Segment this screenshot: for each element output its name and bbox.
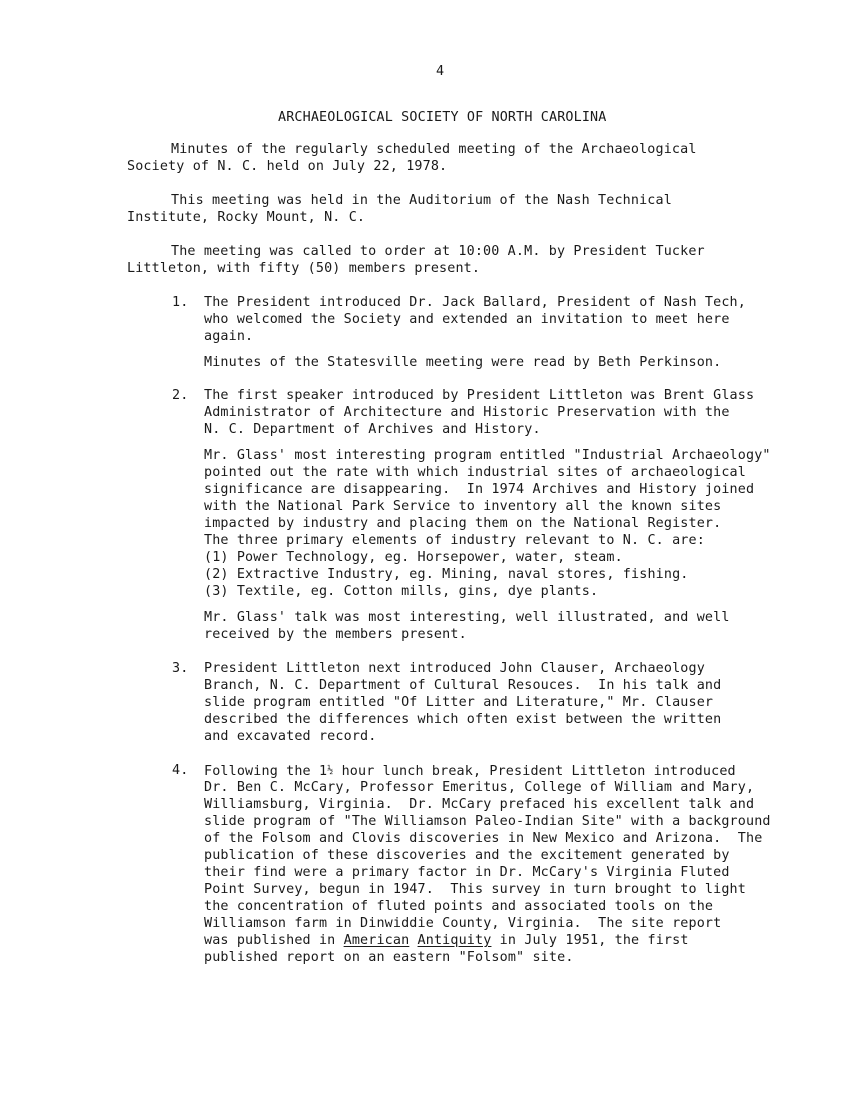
item-line: Williamsburg, Virginia. Dr. McCary prefaced his excellent talk and bbox=[204, 797, 755, 812]
item-line: Mr. Glass' talk was most interesting, well illustrated, and well bbox=[204, 610, 730, 625]
item-line: pointed out the rate with which industrial sites of archaeological bbox=[204, 465, 746, 480]
intro-line: Littleton, with fifty (50) members present. bbox=[127, 261, 481, 276]
item-line: significance are disappearing. In 1974 Archives and History joined bbox=[204, 482, 755, 497]
text-span: in July 1951, the first bbox=[491, 933, 689, 948]
item-line: The first speaker introduced by President Littleton was Brent Glass bbox=[204, 388, 755, 403]
text-span: hour lunch break, President Littleton introduced bbox=[333, 764, 736, 779]
text-span bbox=[409, 933, 417, 948]
item-line: President Littleton next introduced John Clauser, Archaeology bbox=[204, 661, 705, 676]
item-line: Minutes of the Statesville meeting were read by Beth Perkinson. bbox=[204, 355, 722, 370]
item-line: Branch, N. C. Department of Cultural Resouces. In his talk and bbox=[204, 678, 722, 693]
item-line: The President introduced Dr. Jack Ballard, President of Nash Tech, bbox=[204, 295, 746, 310]
item-line: Administrator of Architecture and Historic Preservation with the bbox=[204, 405, 730, 420]
item-line: Point Survey, begun in 1947. This survey in turn brought to light bbox=[204, 882, 746, 897]
item-number: 2. bbox=[172, 388, 189, 403]
page-number: 4 bbox=[436, 64, 445, 79]
item-line: received by the members present. bbox=[204, 627, 467, 642]
item-line: their find were a primary factor in Dr. McCary's Virginia Fluted bbox=[204, 865, 730, 880]
item-number: 3. bbox=[172, 661, 189, 676]
item-line bbox=[204, 932, 689, 949]
journal-title: American bbox=[343, 933, 410, 948]
item-line: slide program of "The Williamson Paleo-Indian Site" with a background bbox=[204, 814, 771, 829]
intro-line: Society of N. C. held on July 22, 1978. bbox=[127, 159, 448, 174]
item-line: who welcomed the Society and extended an invitation to meet here bbox=[204, 312, 730, 327]
item-line: slide program entitled "Of Litter and Literature," Mr. Clauser bbox=[204, 695, 714, 710]
item-line: published report on an eastern "Folsom" site. bbox=[204, 950, 574, 965]
item-line: the concentration of fluted points and associated tools on the bbox=[204, 899, 714, 914]
item-line: again. bbox=[204, 329, 254, 344]
intro-line: This meeting was held in the Auditorium of the Nash Technical bbox=[171, 193, 672, 208]
item-line bbox=[204, 762, 736, 780]
item-line: Mr. Glass' most interesting program entitled "Industrial Archaeology" bbox=[204, 448, 771, 463]
intro-line: Minutes of the regularly scheduled meeting of the Archaeological bbox=[171, 142, 697, 157]
item-line: (2) Extractive Industry, eg. Mining, naval stores, fishing. bbox=[204, 567, 689, 582]
item-line: The three primary elements of industry relevant to N. C. are: bbox=[204, 533, 705, 548]
item-line: with the National Park Service to inventory all the known sites bbox=[204, 499, 722, 514]
item-line: and excavated record. bbox=[204, 729, 377, 744]
item-line: described the differences which often exist between the written bbox=[204, 712, 722, 727]
item-line: Williamson farm in Dinwiddie County, Virginia. The site report bbox=[204, 916, 722, 931]
item-line: Dr. Ben C. McCary, Professor Emeritus, College of William and Mary, bbox=[204, 780, 755, 795]
fraction: ½ bbox=[327, 765, 334, 776]
item-line: impacted by industry and placing them on the National Register. bbox=[204, 516, 722, 531]
item-number: 1. bbox=[172, 295, 189, 310]
item-line: publication of these discoveries and the excitement generated by bbox=[204, 848, 730, 863]
item-number: 4. bbox=[172, 763, 189, 778]
intro-line: Institute, Rocky Mount, N. C. bbox=[127, 210, 366, 225]
document-heading: ARCHAEOLOGICAL SOCIETY OF NORTH CAROLINA bbox=[278, 110, 607, 125]
journal-title: Antiquity bbox=[417, 933, 492, 948]
item-line: N. C. Department of Archives and History. bbox=[204, 422, 541, 437]
item-line: (1) Power Technology, eg. Horsepower, water, steam. bbox=[204, 550, 623, 565]
text-span: was published in bbox=[204, 933, 344, 948]
intro-line: The meeting was called to order at 10:00 A.M. by President Tucker bbox=[171, 244, 705, 259]
text-span: Following the 1 bbox=[204, 764, 328, 779]
item-line: (3) Textile, eg. Cotton mills, gins, dye plants. bbox=[204, 584, 599, 599]
item-line: of the Folsom and Clovis discoveries in New Mexico and Arizona. The bbox=[204, 831, 763, 846]
